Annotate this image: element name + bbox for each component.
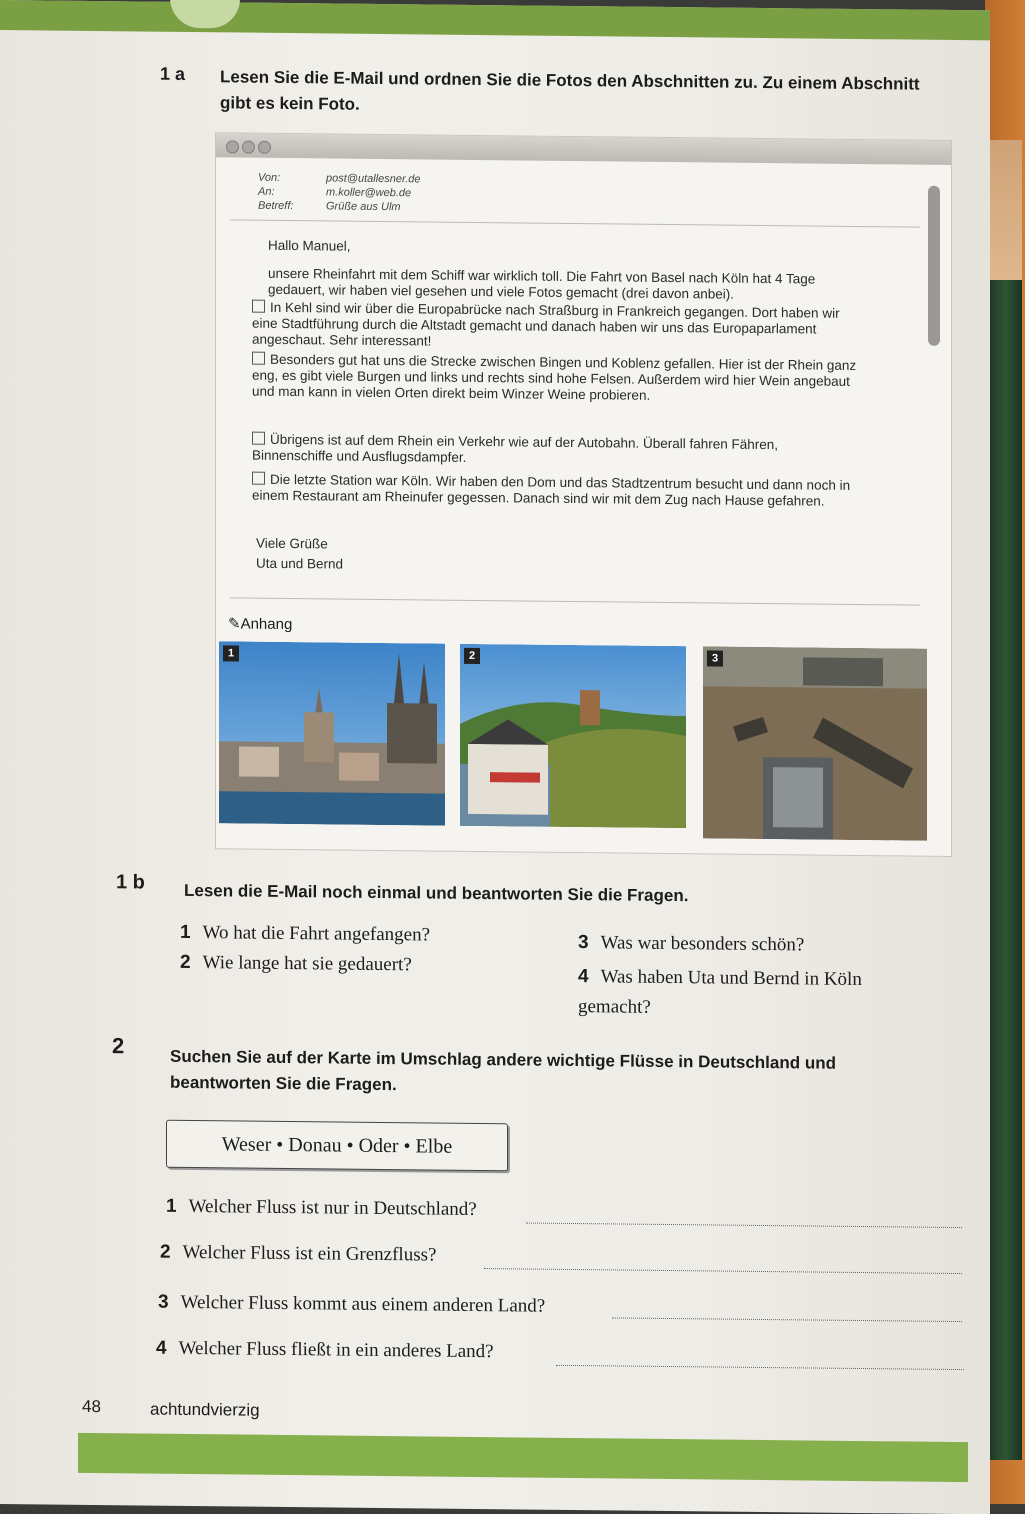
photo-number-badge: 3	[707, 650, 723, 666]
email-paragraph-1	[252, 300, 858, 354]
from-address: post@utallesner.de	[326, 172, 421, 186]
exercise-2-number: 2	[112, 1033, 125, 1059]
email-paragraph-2	[252, 352, 858, 406]
photo-1-cologne[interactable]	[219, 641, 445, 825]
question-1b-2: 2 Wie lange hat sie gedauert?	[180, 951, 412, 976]
paragraph-text: Besonders gut hat uns die Strecke zwischen Bingen und Koblenz gefallen. Hier ist der Rhein ganz eng, es gibt viele Burgen und links und rechts sind hohe Felsen. Außerdem wird hier Wein angebaut und man kann in vielen Orten direkt beim Winzer Weine probieren.	[252, 351, 857, 403]
email-from-row	[258, 172, 421, 186]
exercise-2-instruction: Suchen Sie auf der Karte im Umschlag andere wichtige Flüsse in Deutschland und beantworten Sie die Fragen.	[170, 1046, 836, 1095]
paragraph-text: In Kehl sind wir über die Europabrücke nach Straßburg in Frankreich gegangen. Dort haben wir eine Stadtführung durch die Altstadt gemacht und danach haben wir uns das Europaparlament angeschaut. Sehr interessant!	[252, 299, 840, 349]
bottom-color-band	[78, 1433, 968, 1482]
from-label: Von:	[258, 171, 281, 184]
to-address: m.koller@web.de	[326, 186, 412, 200]
question-1b-1: 1 Wo hat die Fahrt angefangen?	[180, 921, 431, 946]
photo-3-river-ships[interactable]	[703, 646, 927, 840]
question-1b-3: 3 Was war besonders schön?	[578, 932, 805, 956]
email-titlebar	[216, 133, 951, 165]
question-2-1: 1 Welcher Fluss ist nur in Deutschland?	[166, 1195, 477, 1220]
exercise-1a-number: 1 a	[160, 63, 186, 84]
attachment-label: Anhang	[240, 615, 293, 634]
photo-number-badge: 2	[464, 648, 480, 664]
attachment-label-row	[228, 614, 292, 633]
photo-number-badge: 1	[223, 645, 239, 661]
paperclip-icon: ✎	[228, 615, 241, 633]
exercise-1b-number: 1 b	[116, 871, 145, 894]
footer-divider	[230, 597, 920, 605]
paragraph-text: Übrigens ist auf dem Rhein ein Verkehr wie auf der Autobahn. Überall fahren Fähren, Binnenschiffe und Ausflugsdampfer.	[252, 431, 779, 465]
email-window	[215, 132, 952, 857]
answer-box[interactable]	[252, 300, 265, 313]
paragraph-text: Die letzte Station war Köln. Wir haben den Dom und das Stadtzentrum besucht und dann noch in einem Restaurant am Rheinufer gegessen. Danach sind wir mit dem Zug nach Hause gefahren.	[252, 471, 851, 509]
email-closing: Viele Grüße	[256, 535, 328, 552]
page-number-word: achtundvierzig	[150, 1399, 260, 1420]
pencil-tip	[990, 140, 1022, 290]
answer-box[interactable]	[252, 432, 265, 445]
answer-line[interactable]	[612, 1316, 962, 1322]
question-2-4: 4 Welcher Fluss fließt in ein anderes Land?	[156, 1337, 494, 1363]
subject-text: Grüße aus Ulm	[326, 200, 401, 214]
email-subject-row	[258, 200, 401, 213]
email-greeting: Hallo Manuel,	[268, 237, 351, 254]
question-2-3: 3 Welcher Fluss kommt aus einem anderen Land?	[158, 1291, 546, 1317]
answer-line[interactable]	[526, 1222, 962, 1229]
question-1b-4: 4 Was haben Uta und Bernd in Köln gemacht?	[578, 966, 862, 1018]
to-label: An:	[258, 185, 275, 198]
pencil	[990, 280, 1022, 1460]
answer-line[interactable]	[556, 1364, 964, 1370]
exercise-1a-instruction: Lesen Sie die E-Mail und ordnen Sie die Fotos den Abschnitten zu. Zu einem Abschnitt gibt es kein Foto.	[220, 67, 920, 114]
minimize-window-button[interactable]	[242, 141, 255, 154]
answer-line[interactable]	[484, 1267, 962, 1274]
email-paragraph-3	[252, 432, 858, 470]
exercise-1b-instruction: Lesen die E-Mail noch einmal und beantworten Sie die Fragen.	[184, 880, 689, 906]
top-color-band	[0, 0, 990, 40]
answer-box[interactable]	[252, 352, 265, 365]
email-scrollbar[interactable]	[928, 186, 940, 346]
header-divider	[230, 219, 920, 227]
subject-label: Betreff:	[258, 199, 294, 213]
email-intro: unsere Rheinfahrt mit dem Schiff war wirklich toll. Die Fahrt von Basel nach Köln hat 4 Tage gedauert, wir haben viel gesehen und viele Fotos gemacht (drei davon anbei).	[268, 265, 816, 302]
email-paragraph-4	[252, 472, 858, 510]
question-2-2: 2 Welcher Fluss ist ein Grenzfluss?	[160, 1241, 437, 1266]
email-to-row	[258, 186, 411, 200]
maximize-window-button[interactable]	[258, 141, 271, 154]
page-number: 48	[82, 1396, 101, 1417]
river-word-box: Weser • Donau • Oder • Elbe	[166, 1120, 508, 1172]
email-signature: Uta und Bernd	[256, 555, 344, 572]
close-window-button[interactable]	[226, 140, 239, 153]
photo-2-rhine-castle[interactable]	[460, 644, 686, 828]
answer-box[interactable]	[252, 472, 265, 485]
